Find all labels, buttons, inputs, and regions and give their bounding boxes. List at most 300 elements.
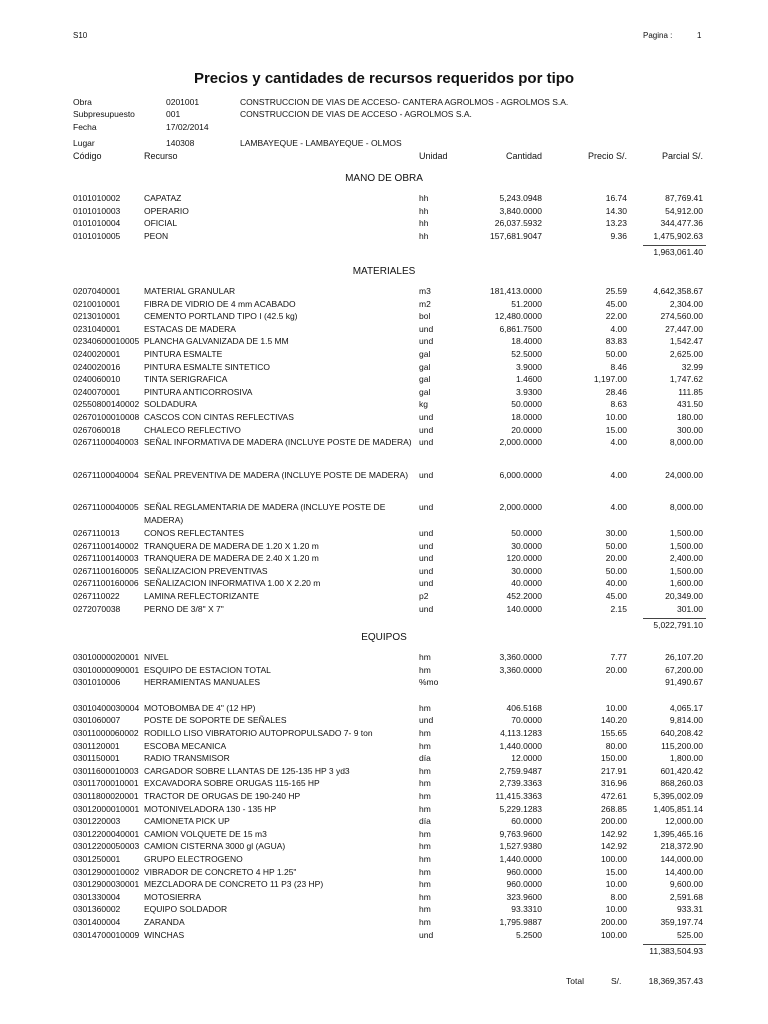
table-row <box>0 891 768 903</box>
row-partial: 525.00 <box>677 929 703 940</box>
row-code: 03014700010009 <box>73 929 140 940</box>
row-partial: 4,065.17 <box>669 702 703 713</box>
row-partial: 24,000.00 <box>665 469 703 480</box>
row-partial: 1,500.00 <box>669 565 703 576</box>
table-row <box>0 777 768 789</box>
row-qty: 323.9600 <box>506 891 542 902</box>
row-unit: hm <box>419 917 431 927</box>
row-partial: 54,912.00 <box>665 205 703 216</box>
row-price: 316.96 <box>601 778 627 789</box>
row-price: 7.77 <box>610 652 627 662</box>
row-unit: día <box>419 753 431 764</box>
table-row <box>0 866 768 878</box>
row-partial: 144,000.00 <box>660 854 703 864</box>
row-qty: 5.2500 <box>516 929 542 940</box>
row-partial: 8,000.00 <box>669 502 703 513</box>
row-qty: 120.0000 <box>506 553 542 564</box>
table-row <box>0 386 768 398</box>
row-resource: CAMIONETA PICK UP <box>144 816 230 827</box>
row-unit: p2 <box>419 591 429 601</box>
row-unit: gal <box>419 374 431 385</box>
table-row <box>0 828 768 840</box>
row-partial: 1,600.00 <box>669 578 703 589</box>
row-resource: OPERARIO <box>144 205 189 216</box>
row-price: 45.00 <box>605 591 627 601</box>
section-title: MATERIALES <box>352 266 416 277</box>
row-unit: und <box>419 424 434 435</box>
row-partial: 32.99 <box>681 361 703 372</box>
row-unit: und <box>419 412 434 422</box>
section-subtotal: 11,383,504.93 <box>649 946 703 957</box>
row-unit: m3 <box>419 286 431 296</box>
row-qty: 20.0000 <box>511 424 542 435</box>
row-resource: NIVEL <box>144 652 169 662</box>
row-unit: hm <box>419 803 431 814</box>
row-qty: 181,413.0000 <box>490 286 542 296</box>
row-price: 142.92 <box>601 841 627 852</box>
info-label: Obra <box>73 97 92 107</box>
row-partial: 431.50 <box>677 399 703 410</box>
table-row <box>0 398 768 410</box>
report-code: S10 <box>73 31 88 40</box>
row-code: 0231040001 <box>73 323 121 334</box>
row-price: 140.20 <box>601 715 627 726</box>
info-text: LAMBAYEQUE - LAMBAYEQUE - OLMOS <box>240 138 402 148</box>
col-header-qty: Cantidad <box>505 151 542 161</box>
table-row <box>0 803 768 815</box>
row-unit: hm <box>419 652 431 662</box>
row-partial: 1,542.47 <box>669 336 703 347</box>
row-unit: hm <box>419 728 431 738</box>
row-partial: 87,769.41 <box>665 193 703 203</box>
row-code: 02670100010008 <box>73 412 140 422</box>
row-resource: ESTACAS DE MADERA <box>144 323 236 334</box>
row-price: 83.83 <box>605 336 627 347</box>
table-row <box>0 285 768 297</box>
row-partial: 111.85 <box>678 386 703 397</box>
table-row <box>0 603 768 615</box>
row-code: 0267110013 <box>73 528 120 538</box>
row-price: 8.46 <box>610 361 627 372</box>
row-qty: 1.4600 <box>516 374 542 385</box>
row-partial: 91,490.67 <box>665 677 703 688</box>
table-row <box>0 552 768 564</box>
row-partial: 180.00 <box>677 412 703 422</box>
table-row <box>0 916 768 928</box>
row-code: 03011700010001 <box>73 778 139 789</box>
row-unit: und <box>419 437 434 448</box>
grand-total: 18,369,357.43 <box>648 976 703 986</box>
row-code: 0240020001 <box>73 349 121 359</box>
info-code: 17/02/2014 <box>166 122 209 132</box>
row-partial: 301.00 <box>677 603 703 614</box>
row-price: 142.92 <box>601 828 627 839</box>
row-resource: EQUIPO SOLDADOR <box>144 904 228 915</box>
row-price: 80.00 <box>605 740 627 751</box>
row-partial: 9,814.00 <box>669 715 703 726</box>
table-row <box>0 815 768 827</box>
row-unit: und <box>419 540 434 551</box>
col-header-resource: Recurso <box>144 151 178 161</box>
row-code: 02671100140003 <box>73 553 139 564</box>
row-unit: und <box>419 528 434 538</box>
row-code: 03012900030001 <box>73 879 140 890</box>
row-resource: CAMION CISTERNA 3000 gl (AGUA) <box>144 841 286 852</box>
row-partial: 601,420.42 <box>660 765 703 776</box>
row-code: 02340600010005 <box>73 336 140 347</box>
row-resource: WINCHAS <box>144 929 185 940</box>
table-row <box>0 727 768 739</box>
row-resource: SEÑALIZACION PREVENTIVAS <box>144 565 268 576</box>
table-row <box>0 714 768 726</box>
row-unit: día <box>419 816 431 827</box>
row-qty: 1,795.9887 <box>499 917 542 927</box>
row-price: 8.00 <box>610 891 627 902</box>
row-code: 0207040001 <box>73 286 121 296</box>
row-price: 15.00 <box>605 424 627 435</box>
table-row <box>0 790 768 802</box>
row-resource: TINTA SERIGRAFICA <box>144 374 228 385</box>
table-row <box>0 361 768 373</box>
col-header-code: Código <box>73 151 102 161</box>
row-qty: 1,440.0000 <box>499 740 542 751</box>
row-qty: 52.5000 <box>511 349 542 359</box>
table-row <box>0 230 768 242</box>
row-partial: 1,800.00 <box>669 753 703 764</box>
row-qty: 1,440.0000 <box>499 854 542 864</box>
table-row <box>0 469 768 481</box>
subtotal-rule <box>643 245 706 246</box>
section-subtotal: 5,022,791.10 <box>653 620 703 631</box>
row-qty: 12.0000 <box>511 753 542 764</box>
page-label: Pagina : <box>643 31 673 40</box>
row-resource: CASCOS CON CINTAS REFLECTIVAS <box>144 412 294 422</box>
row-qty: 9,763.9600 <box>499 828 542 839</box>
subtotal-rule <box>643 618 706 619</box>
table-row <box>0 192 768 204</box>
row-unit: und <box>419 929 434 940</box>
row-resource: FIBRA DE VIDRIO DE 4 mm ACABADO <box>144 298 296 309</box>
row-resource: ESQUIPO DE ESTACION TOTAL <box>144 664 271 675</box>
table-row <box>0 310 768 322</box>
row-code: 02550800140002 <box>73 399 140 410</box>
row-price: 4.00 <box>610 502 627 513</box>
row-code: 03011600010003 <box>73 765 139 776</box>
info-text: CONSTRUCCION DE VIAS DE ACCESO- CANTERA AGROLMOS - AGROLMOS S.A. <box>240 97 569 107</box>
row-partial: 1,475,902.63 <box>653 230 703 241</box>
row-resource: OFICIAL <box>144 218 178 229</box>
row-qty: 157,681.9047 <box>490 230 542 241</box>
row-partial: 2,625.00 <box>669 349 703 359</box>
table-row <box>0 205 768 217</box>
row-price: 45.00 <box>605 298 627 309</box>
row-partial: 1,405,851.14 <box>653 803 703 814</box>
row-partial: 344,477.36 <box>660 218 703 229</box>
row-resource: MEZCLADORA DE CONCRETO 11 P3 (23 HP) <box>144 879 324 890</box>
row-code: 02671100040003 <box>73 437 139 448</box>
row-price: 200.00 <box>601 917 627 927</box>
row-unit: bol <box>419 311 431 322</box>
row-partial: 359,197.74 <box>660 917 703 927</box>
table-row <box>0 740 768 752</box>
table-row <box>0 217 768 229</box>
row-price: 2.15 <box>610 603 627 614</box>
row-qty: 960.0000 <box>506 879 542 890</box>
row-code: 0301400004 <box>73 917 121 927</box>
row-resource: PINTURA ESMALTE SINTETICO <box>144 361 270 372</box>
row-qty: 1,527.9380 <box>499 841 542 852</box>
row-code: 02671100140002 <box>73 540 139 551</box>
row-qty: 452.2000 <box>506 591 542 601</box>
row-partial: 8,000.00 <box>669 437 703 448</box>
row-code: 03010000020001 <box>73 652 140 662</box>
row-resource: ZARANDA <box>144 917 185 927</box>
page-number: 1 <box>697 31 702 40</box>
row-qty: 4,113.1283 <box>500 728 542 738</box>
table-row <box>0 878 768 890</box>
row-partial: 300.00 <box>677 424 703 435</box>
row-partial: 274,560.00 <box>660 311 703 322</box>
row-price: 1,197.00 <box>593 374 627 385</box>
table-row <box>0 651 768 663</box>
row-qty: 60.0000 <box>511 816 542 827</box>
table-row <box>0 565 768 577</box>
row-resource: SOLDADURA <box>144 399 197 410</box>
row-unit: gal <box>419 361 431 372</box>
row-resource: TRANQUERA DE MADERA DE 2.40 X 1.20 m <box>144 553 319 564</box>
row-resource: GRUPO ELECTROGENO <box>144 854 243 864</box>
row-price: 25.59 <box>605 286 627 296</box>
row-code: 0240020016 <box>73 361 121 372</box>
row-unit: hh <box>419 205 429 216</box>
row-price: 10.00 <box>605 702 627 713</box>
table-row <box>0 840 768 852</box>
table-row <box>0 853 768 865</box>
row-unit: und <box>419 336 434 347</box>
table-row <box>0 527 768 539</box>
row-qty: 18.4000 <box>511 336 542 347</box>
table-row <box>0 590 768 602</box>
row-code: 0301060007 <box>73 715 121 726</box>
row-unit: hm <box>419 904 431 915</box>
row-price: 268.85 <box>601 803 627 814</box>
col-header-price: Precio S/. <box>587 151 627 161</box>
row-price: 20.00 <box>605 664 627 675</box>
row-partial: 2,591.68 <box>669 891 703 902</box>
row-price: 217.91 <box>601 765 627 776</box>
row-unit: %mo <box>419 677 439 688</box>
row-unit: hm <box>419 828 431 839</box>
row-price: 50.00 <box>605 349 627 359</box>
row-unit: m2 <box>419 298 431 309</box>
row-unit: hm <box>419 664 431 675</box>
row-code: 03010400030004 <box>73 702 140 713</box>
info-label: Lugar <box>73 138 95 148</box>
row-qty: 40.0000 <box>511 578 542 589</box>
table-row <box>0 664 768 676</box>
row-unit: hm <box>419 891 431 902</box>
row-code: 03012200050003 <box>73 841 140 852</box>
row-price: 10.00 <box>605 904 627 915</box>
row-qty: 70.0000 <box>511 715 542 726</box>
row-unit: hh <box>419 230 429 241</box>
row-qty: 3.9000 <box>516 361 542 372</box>
row-qty: 11,415.3363 <box>495 791 542 801</box>
row-resource: LAMINA REFLECTORIZANTE <box>144 591 260 601</box>
table-row <box>0 323 768 335</box>
row-code: 03010000090001 <box>73 664 140 675</box>
row-qty: 5,229.1283 <box>499 803 542 814</box>
row-resource: MOTOBOMBA DE 4" (12 HP) <box>144 702 256 713</box>
total-label: Total <box>566 976 584 986</box>
row-resource: PEON <box>144 230 169 241</box>
row-unit: und <box>419 469 434 480</box>
row-unit: und <box>419 323 434 334</box>
info-label: Subpresupuesto <box>73 109 135 119</box>
row-partial: 67,200.00 <box>665 664 703 675</box>
row-code: 0210010001 <box>73 298 121 309</box>
section-title: EQUIPOS <box>361 632 407 643</box>
row-code: 0101010002 <box>73 193 121 203</box>
row-code: 0301220003 <box>73 816 121 827</box>
row-code: 0301010006 <box>73 677 121 688</box>
row-code: 0213010001 <box>73 311 121 322</box>
table-row <box>0 411 768 423</box>
row-price: 8.63 <box>610 399 627 410</box>
row-price: 15.00 <box>605 866 627 877</box>
row-qty: 6,000.0000 <box>499 469 542 480</box>
row-resource: PINTURA ANTICORROSIVA <box>144 386 253 397</box>
row-resource: PLANCHA GALVANIZADA DE 1.5 MM <box>144 336 289 347</box>
table-row <box>0 348 768 360</box>
row-partial: 14,400.00 <box>665 866 703 877</box>
row-qty: 50.0000 <box>511 399 542 410</box>
row-resource: CEMENTO PORTLAND TIPO I (42.5 kg) <box>144 311 298 322</box>
row-resource-cont: MADERA) <box>144 514 184 525</box>
row-unit: hm <box>419 791 431 801</box>
table-row <box>0 929 768 941</box>
row-partial: 640,208.42 <box>660 728 703 738</box>
row-partial: 868,260.03 <box>660 778 703 789</box>
row-partial: 2,400.00 <box>669 553 703 564</box>
table-row <box>0 501 768 525</box>
row-partial: 218,372.90 <box>660 841 703 852</box>
row-qty: 2,000.0000 <box>499 502 542 513</box>
row-code: 0301360002 <box>73 904 121 915</box>
row-resource: TRANQUERA DE MADERA DE 1.20 X 1.20 m <box>144 540 319 551</box>
col-header-unit: Unidad <box>419 151 448 161</box>
row-price: 150.00 <box>601 753 627 764</box>
row-price: 472.61 <box>601 791 627 801</box>
row-resource: HERRAMIENTAS MANUALES <box>144 677 261 688</box>
row-partial: 5,395,002.09 <box>653 791 703 801</box>
row-partial: 1,500.00 <box>669 528 703 538</box>
table-row <box>0 752 768 764</box>
row-price: 14.30 <box>605 205 627 216</box>
row-qty: 140.0000 <box>506 603 542 614</box>
row-price: 200.00 <box>601 816 627 827</box>
row-price: 4.00 <box>610 323 627 334</box>
row-partial: 1,747.62 <box>669 374 703 385</box>
row-resource: CHALECO REFLECTIVO <box>144 424 241 435</box>
row-qty: 406.5168 <box>506 702 542 713</box>
row-code: 0301250001 <box>73 854 121 864</box>
row-price: 100.00 <box>601 929 627 940</box>
row-unit: kg <box>419 399 428 410</box>
row-resource: CARGADOR SOBRE LLANTAS DE 125-135 HP 3 yd3 <box>144 765 350 776</box>
row-code: 0240070001 <box>73 386 121 397</box>
row-code: 0301150001 <box>73 753 120 764</box>
table-row <box>0 298 768 310</box>
row-qty: 51.2000 <box>511 298 542 309</box>
row-resource: SEÑAL INFORMATIVA DE MADERA (INCLUYE POSTE DE MADERA) <box>144 437 412 448</box>
row-qty: 26,037.5932 <box>494 218 542 229</box>
row-price: 4.00 <box>610 469 627 480</box>
row-resource: EXCAVADORA SOBRE ORUGAS 115-165 HP <box>144 778 320 789</box>
row-price: 28.46 <box>605 386 627 397</box>
row-resource: RADIO TRANSMISOR <box>144 753 230 764</box>
row-unit: hm <box>419 778 431 789</box>
subtotal-rule <box>643 944 706 945</box>
row-unit: und <box>419 578 434 589</box>
row-code: 0272070038 <box>73 603 121 614</box>
row-unit: gal <box>419 386 431 397</box>
row-qty: 3,360.0000 <box>499 664 542 675</box>
row-partial: 20,349.00 <box>665 591 703 601</box>
info-code: 0201001 <box>166 97 200 107</box>
row-unit: hm <box>419 879 431 890</box>
row-resource: RODILLO LISO VIBRATORIO AUTOPROPULSADO 7- 9 ton <box>144 728 373 738</box>
row-unit: und <box>419 553 434 564</box>
info-code: 140308 <box>166 138 195 148</box>
row-unit: und <box>419 715 434 726</box>
row-qty: 5,243.0948 <box>499 193 542 203</box>
row-unit: hm <box>419 866 431 877</box>
table-row <box>0 540 768 552</box>
row-price: 10.00 <box>605 879 627 890</box>
table-row <box>0 903 768 915</box>
row-price: 40.00 <box>605 578 627 589</box>
row-code: 03012000010001 <box>73 803 140 814</box>
row-unit: und <box>419 502 434 513</box>
row-price: 13.23 <box>605 218 627 229</box>
row-unit: hm <box>419 765 431 776</box>
row-price: 155.65 <box>601 728 627 738</box>
table-row <box>0 436 768 448</box>
row-code: 0101010004 <box>73 218 121 229</box>
row-code: 0240060010 <box>73 374 121 385</box>
table-row <box>0 335 768 347</box>
row-partial: 26,107.20 <box>665 652 703 662</box>
row-partial: 1,395,465.16 <box>653 828 703 839</box>
table-row <box>0 373 768 385</box>
total-currency: S/. <box>611 976 622 986</box>
row-price: 50.00 <box>605 565 627 576</box>
row-resource: SEÑAL PREVENTIVA DE MADERA (INCLUYE POSTE DE MADERA) <box>144 469 409 480</box>
row-resource: MOTONIVELADORA 130 - 135 HP <box>144 803 277 814</box>
row-partial: 1,500.00 <box>669 540 703 551</box>
row-partial: 9,600.00 <box>669 879 703 890</box>
row-code: 0267060018 <box>73 424 121 435</box>
row-unit: und <box>419 603 434 614</box>
row-resource: SEÑALIZACION INFORMATIVA 1.00 X 2.20 m <box>144 578 321 589</box>
row-price: 9.36 <box>610 230 627 241</box>
row-unit: hh <box>419 193 429 203</box>
row-qty: 30.0000 <box>511 540 542 551</box>
info-text: CONSTRUCCION DE VIAS DE ACCESO - AGROLMOS S.A. <box>240 109 472 119</box>
table-row <box>0 577 768 589</box>
row-qty: 50.0000 <box>511 528 542 538</box>
